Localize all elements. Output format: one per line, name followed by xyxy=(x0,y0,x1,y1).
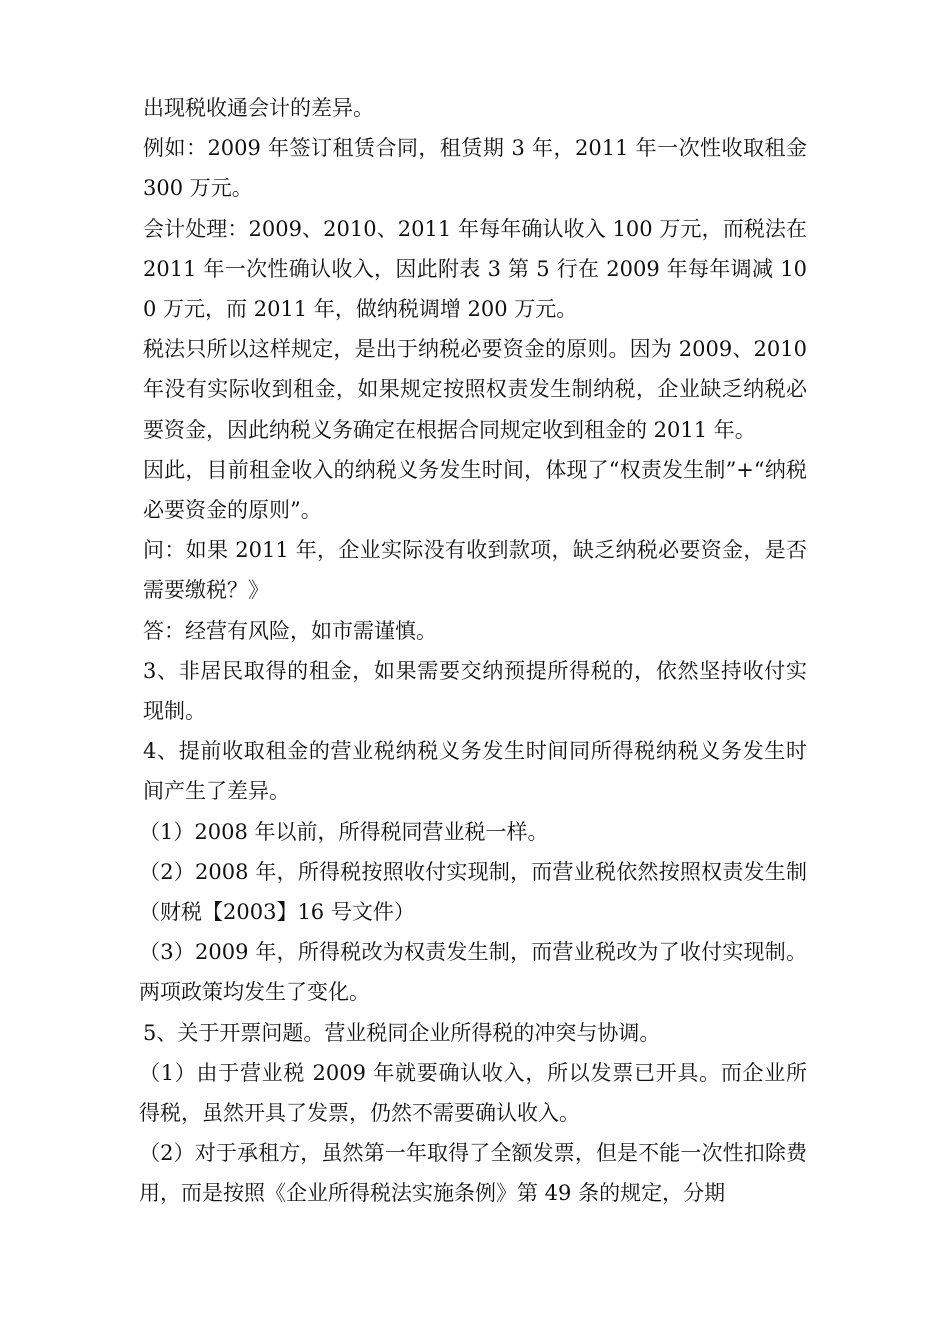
paragraph-3: 会计处理：2009、2010、2011 年每年确认收入 100 万元，而税法在 2011 年一次性确认收入，因此附表 3 第 5 行在 2009 年每年调减 100 万元，而 2011 年，做纳税调增 200 万元。 xyxy=(143,216,807,322)
paragraph-10: （1）2008 年以前，所得税同营业税一样。 xyxy=(139,819,549,844)
paragraph-7: 答：经营有风险，如市需谨慎。 xyxy=(143,618,437,643)
document-body xyxy=(139,88,807,1214)
paragraph-6: 问：如果 2011 年，企业实际没有收到款项，缺乏纳税必要资金，是否需要缴税？》 xyxy=(143,538,807,603)
paragraph-9: 4、提前收取租金的营业税纳税义务发生时间同所得税纳税义务发生时间产生了差异。 xyxy=(143,739,807,804)
paragraph-15: （2）对于承租方，虽然第一年取得了全额发票，但是不能一次性扣除费用，而是按照《企业所得税法实施条例》第 49 条的规定，分期 xyxy=(139,1141,807,1206)
paragraph-12: （3）2009 年，所得税改为权责发生制，而营业税改为了收付实现制。两项政策均发生了变化。 xyxy=(139,940,807,1005)
paragraph-2: 例如：2009 年签订租赁合同，租赁期 3 年，2011 年一次性收取租金 300 万元。 xyxy=(143,136,807,201)
paragraph-13: 5、关于开票问题。营业税同企业所得税的冲突与协调。 xyxy=(143,1020,661,1045)
paragraph-11: （2）2008 年，所得税按照收付实现制，而营业税依然按照权责发生制（财税【2003】16 号文件） xyxy=(139,859,807,925)
paragraph-14: （1）由于营业税 2009 年就要确认收入，所以发票已开具。而企业所得税，虽然开具了发票，仍然不需要确认收入。 xyxy=(139,1060,807,1126)
paragraph-4: 税法只所以这样规定，是出于纳税必要资金的原则。因为 2009、2010 年没有实际收到租金，如果规定按照权责发生制纳税，企业缺乏纳税必要资金，因此纳税义务确定在根据合同规定收到租金的 2011 年。 xyxy=(143,337,807,442)
paragraph-1: 出现税收通会计的差异。 xyxy=(143,96,374,120)
paragraph-8: 3、非居民取得的租金，如果需要交纳预提所得税的，依然坚持收付实现制。 xyxy=(143,658,807,724)
paragraph-5: 因此，目前租金收入的纳税义务发生时间，体现了“权责发生制”+“纳税必要资金的原则”。 xyxy=(143,457,807,523)
